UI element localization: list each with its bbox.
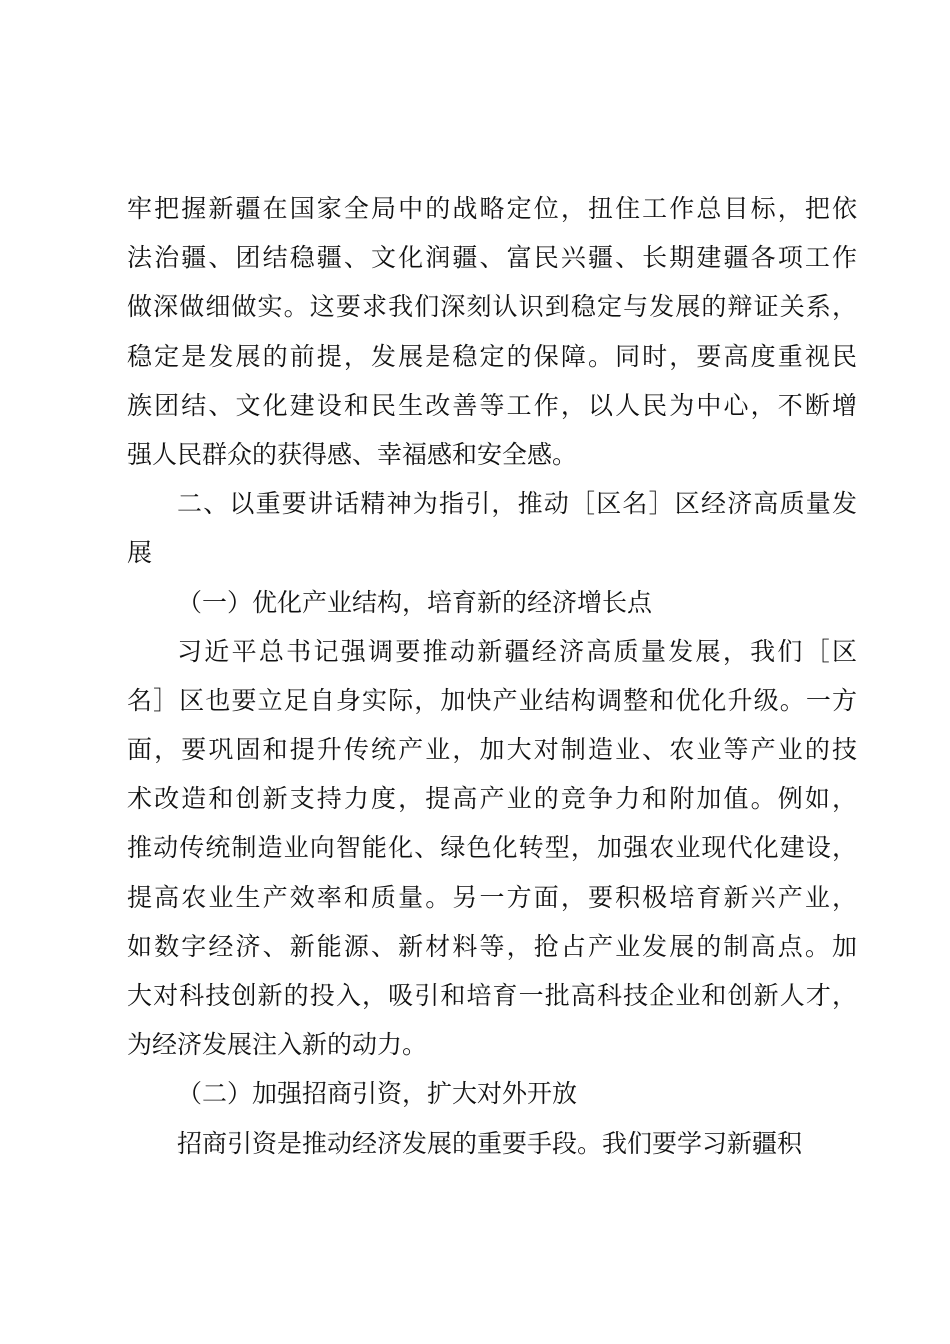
text-line: 为经济发展注入新的动力。: [127, 1030, 428, 1060]
text-line: 名］区也要立足自身实际，加快产业结构调整和优化升级。一方: [127, 685, 857, 715]
document-body: [127, 184, 857, 1168]
text-line: 面，要巩固和提升传统产业，加大对制造业、农业等产业的技: [127, 735, 857, 765]
heading-line: 展: [127, 538, 153, 568]
heading-line: （一）优化产业结构，培育新的经济增长点: [177, 587, 653, 617]
section-heading: [127, 479, 857, 577]
text-line: 法治疆、团结稳疆、文化润疆、富民兴疆、长期建疆各项工作: [127, 243, 857, 273]
heading-line: 二、以重要讲话精神为指引，推动［区名］区经济高质量发: [177, 489, 857, 519]
text-line: 如数字经济、新能源、新材料等，抢占产业发展的制高点。加: [127, 931, 857, 961]
text-line: 招商引资是推动经济发展的重要手段。我们要学习新疆积: [177, 1128, 803, 1158]
text-line: 大对科技创新的投入，吸引和培育一批高科技企业和创新人才，: [127, 981, 857, 1010]
text-line: 牢把握新疆在国家全局中的战略定位，扭住工作总目标，把依: [127, 194, 857, 223]
text-line: 族团结、文化建设和民生改善等工作，以人民为中心，不断增: [127, 390, 857, 420]
body-paragraph: [127, 1119, 857, 1168]
body-paragraph: [127, 627, 857, 1070]
subsection-heading: [127, 1069, 857, 1118]
text-line: 推动传统制造业向智能化、绿色化转型，加强农业现代化建设，: [127, 833, 857, 863]
subsection-heading: [127, 578, 857, 627]
text-line: 习近平总书记强调要推动新疆经济高质量发展，我们［区: [177, 636, 857, 666]
text-line: 强人民群众的获得感、幸福感和安全感。: [127, 439, 578, 469]
heading-line: （二）加强招商引资，扩大对外开放: [177, 1079, 578, 1109]
text-line: 稳定是发展的前提，发展是稳定的保障。同时，要高度重视民: [127, 341, 857, 371]
text-line: 提高农业生产效率和质量。另一方面，要积极培育新兴产业，: [127, 882, 857, 912]
text-line: 做深做细做实。这要求我们深刻认识到稳定与发展的辩证关系，: [127, 292, 857, 322]
text-line: 术改造和创新支持力度，提高产业的竞争力和附加值。例如，: [127, 784, 857, 814]
body-paragraph: [127, 184, 857, 479]
